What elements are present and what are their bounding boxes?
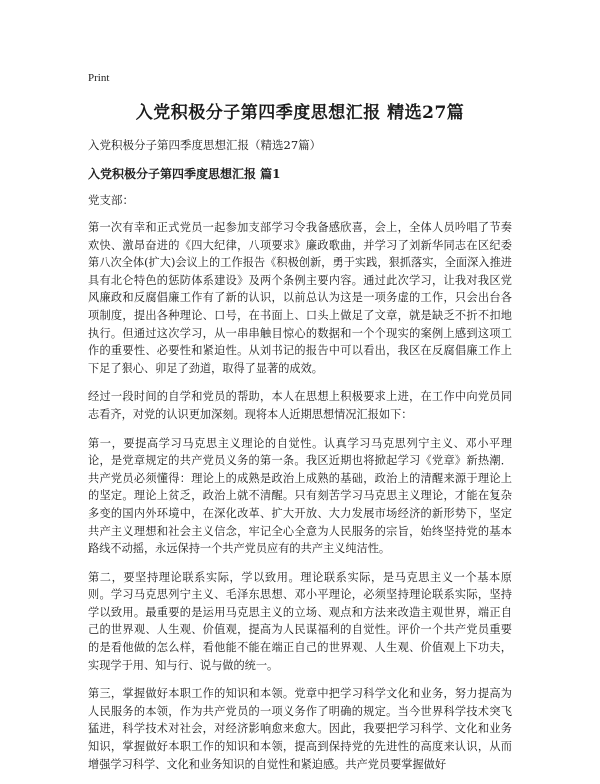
document-page	[88, 72, 512, 784]
document-title: 入党积极分子第四季度思想汇报 精选27篇	[135, 103, 465, 123]
paragraph-3: 第一，要提高学习马克思主义理论的自觉性。认真学习马克思列宁主义、邓小平理论，是党章规定的共产党员义务的第一条。我区近期也将掀起学习《党章》新热潮．共产党员必须懂得：理论上的成熟是政治上成熟的基础，政治上的清醒来源于理论上的坚定。理论上贫乏，政治上就不清醒。只有刻苦学习马克思主义理论，才能在复杂多变的国内外环境中，在深化改革、扩大开放、大力发展市场经济的新形势下，坚定共产主义理想和社会主义信念，牢记全心全意为人民服务的宗旨，始终坚持党的基本路线不动摇，永远保持一个共产党员应有的共产主义纯洁性。	[88, 436, 512, 556]
print-link[interactable]: Print	[88, 72, 110, 84]
document-subtitle: 入党积极分子第四季度思想汇报（精选27篇）	[88, 138, 322, 152]
paragraph-1: 第一次有幸和正式党员一起参加支部学习令我备感欣喜，会上，全体人员吟唱了节奏欢快、激昂奋进的《四大纪律，八项要求》廉政歌曲，并学习了刘新华同志在区纪委第八次全体(扩大)会议上的工作报告《积极创新，勇于实践，狠抓落实，全面深入推进具有北仑特色的惩防体系建设》及两个条例主要内容。通过此次学习，让我对我区党风廉政和反腐倡廉工作有了新的认识，以前总认为这是一项务虚的工作，只会出台各项制度，提出各种理论、口号，在书面上、口头上做足了文章，就是缺乏不折不扣地执行。但通过这次学习，从一串串触目惊心的数据和一个个现实的案例上感到这项工作的重要性、必要性和紧迫性。从刘书记的报告中可以看出，我区在反腐倡廉工作上下足了狠心、卯足了劲道，取得了显著的成效。	[88, 221, 512, 375]
paragraph-4: 第二，要坚持理论联系实际，学以致用。理论联系实际，是马克思主义一个基本原则。学习马克思列宁主义、毛泽东思想、邓小平理论，必须坚持理论联系实际，坚持学以致用。最重要的是运用马克思主义的立场、观点和方法来改造主观世界，端正自己的世界观、人生观、价值观，提高为人民谋福利的自觉性。评价一个共产党员重要的是看他做的怎么样，看他能不能在端正自己的世界观、人生观、价值观上下功夫，实现学于用、知与行、说与做的统一。	[88, 570, 512, 672]
paragraph-2: 经过一段时间的自学和党员的帮助，本人在思想上积极要求上进，在工作中向党员同志看齐，对党的认识更加深刻。现将本人近期思想情况汇报如下：	[88, 390, 512, 421]
salutation: 党支部：	[88, 193, 134, 207]
paragraph-5: 第三，掌握做好本职工作的知识和本领。党章中把学习科学文化和业务，努力提高为人民服务的本领，作为共产党员的一项义务作了明确的规定。当今世界科学技术突飞猛进，科学技术对社会，对经济影响愈来愈大。因此，我要把学习科学、文化和业务知识，掌握做好本职工作的知识和本领，提高到保持党的先进性的高度来认识，从而增强学习科学、文化和业务知识的自觉性和紧迫感。共产党员要掌握做好	[88, 687, 512, 771]
section-heading: 入党积极分子第四季度思想汇报 篇1	[88, 167, 281, 181]
